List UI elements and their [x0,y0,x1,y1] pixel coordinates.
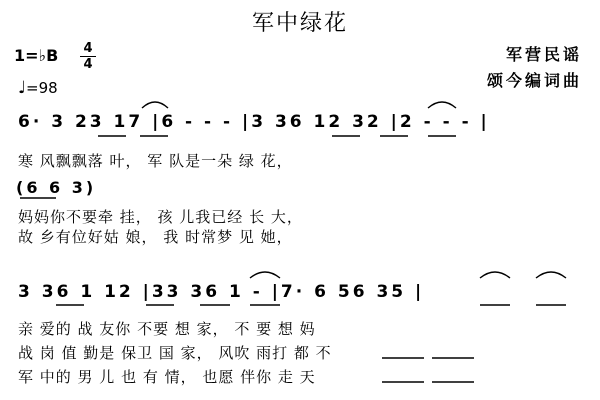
tie-mark [250,272,280,278]
notation-line-1: 6· 3 23 17 |6 - - - |3 36 12 32 |2 - - - | [18,112,490,132]
time-signature-top: 4 [83,41,93,56]
tempo-value: =98 [26,79,58,97]
lyric-line-1-verse-3: 故 乡有位好姑 娘， 我 时常梦 见 她， [18,228,293,246]
tie-mark [480,272,510,278]
lyric-line-1-verse-1: 寒 风飘飘落 叶， 军 队是一朵 绿 花， [18,152,293,170]
lyric-line-2-verse-2: 战 岗 值 勤是 保卫 国 家， 风吹 雨打 都 不 [18,344,332,362]
lyric-line-2-verse-3: 军 中的 男 儿 也 有 情， 也愿 伴你 走 天 [18,368,316,386]
time-signature-bottom: 4 [83,57,93,72]
tie-mark [428,102,456,108]
tie-mark [536,272,566,278]
notation-line-2: 3 36 1 12 |33 36 1 - |7· 6 56 35 | [18,282,425,302]
credit-author: 颂今编词曲 [486,71,582,90]
key-signature: 1=♭B [14,46,59,65]
credit-origin: 军营民谣 [505,45,582,64]
pickup-notes: (6 6 3) [16,178,97,197]
quarter-note-icon: ♩ [18,78,27,98]
lyric-line-2-verse-1: 亲 爱的 战 友你 不要 想 家， 不 要 想 妈 [18,320,316,338]
song-title: 军中绿花 [251,11,348,36]
lyric-line-1-verse-2: 妈妈你不要牵 挂， 孩 儿我已经 长 大， [18,208,303,226]
tie-mark [142,102,168,108]
